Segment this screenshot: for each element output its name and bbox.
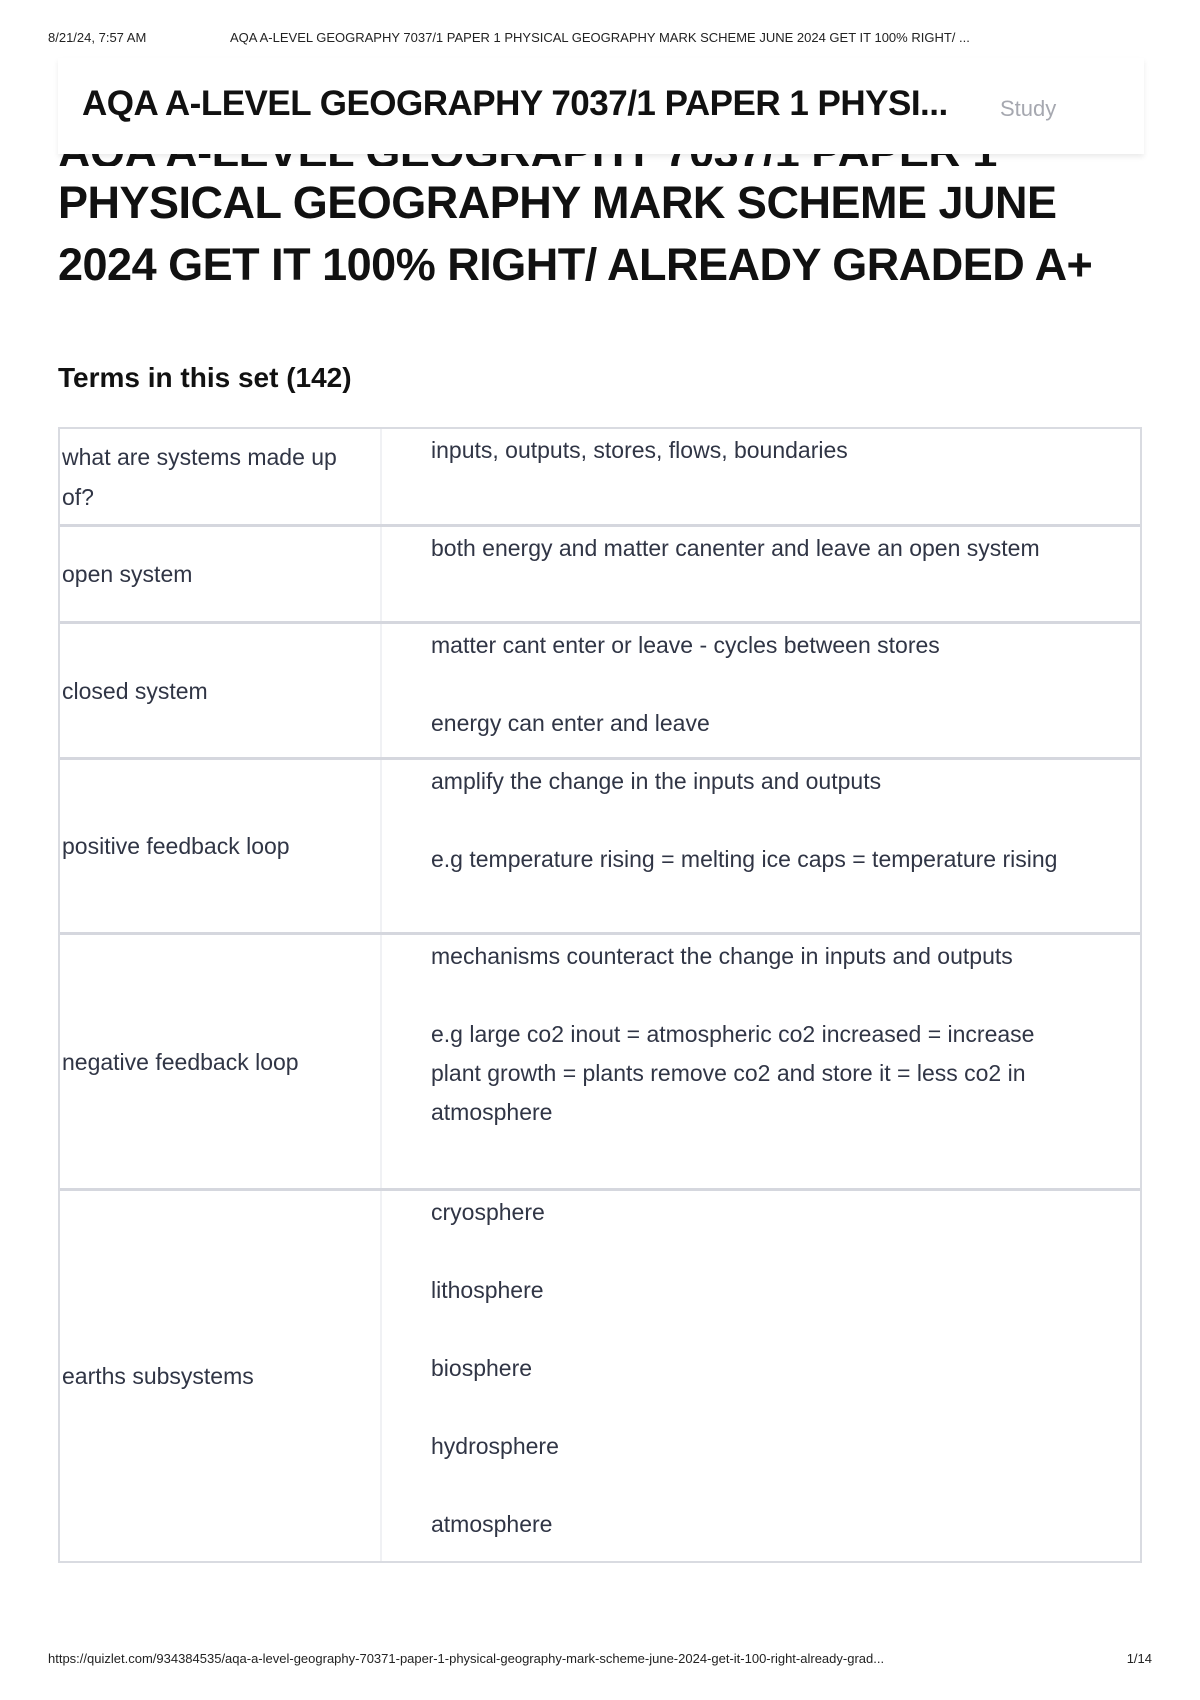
term-cell: what are systems made up of? <box>60 429 382 524</box>
sticky-header-bar <box>58 58 1144 154</box>
print-date: 8/21/24, 7:57 AM <box>48 30 147 45</box>
definition-line: lithosphere <box>431 1277 544 1303</box>
definition-line: e.g temperature rising = melting ice caps = temperature rising <box>431 846 1058 872</box>
term-cell: closed system <box>60 624 382 757</box>
table-row <box>60 1188 1140 1561</box>
definition-cell <box>382 624 1140 757</box>
definition-line: cryosphere <box>431 1199 545 1225</box>
sticky-set-title: AQA A-LEVEL GEOGRAPHY 7037/1 PAPER 1 PHYSI... <box>82 84 948 123</box>
terms-count-heading: Terms in this set (142) <box>58 362 352 393</box>
study-button[interactable]: Study <box>1000 96 1057 121</box>
definition-cell <box>382 935 1140 1188</box>
definition-line: matter cant enter or leave - cycles between stores <box>431 632 940 658</box>
definition-cell <box>382 429 1140 524</box>
page-title: PHYSICAL GEOGRAPHY MARK SCHEME JUNE 2024 GET IT 100% RIGHT/ ALREADY GRADED A+ <box>58 177 1093 290</box>
terms-table <box>58 427 1142 1563</box>
definition-cell <box>382 527 1140 621</box>
definition-line: e.g large co2 inout = atmospheric co2 increased = increase plant growth = plants remove co2 and store it = less co2 in atmosphere <box>431 1021 1035 1125</box>
definition-line: both energy and matter canenter and leave an open system <box>431 535 1040 561</box>
definition-line: mechanisms counteract the change in inputs and outputs <box>431 943 1013 969</box>
definition-line: inputs, outputs, stores, flows, boundaries <box>431 437 848 463</box>
definition-line: biosphere <box>431 1355 533 1381</box>
table-row <box>60 932 1140 1188</box>
definition-cell <box>382 760 1140 932</box>
term-cell: earths subsystems <box>60 1191 382 1561</box>
print-url: https://quizlet.com/934384535/aqa-a-level-geography-70371-paper-1-physical-geography-mark-scheme-june-2024-get-it-100-right-already-grad... <box>48 1651 885 1666</box>
table-row <box>60 524 1140 621</box>
table-row <box>60 429 1140 524</box>
term-cell: negative feedback loop <box>60 935 382 1188</box>
definition-cell <box>382 1191 1140 1561</box>
definition-line: atmosphere <box>431 1511 553 1537</box>
print-document-title: AQA A-LEVEL GEOGRAPHY 7037/1 PAPER 1 PHYSICAL GEOGRAPHY MARK SCHEME JUNE 2024 GET IT 100% RIGHT/ ... <box>230 30 970 45</box>
term-cell: positive feedback loop <box>60 760 382 932</box>
definition-line: hydrosphere <box>431 1433 559 1459</box>
page-indicator: 1/14 <box>1126 1651 1152 1666</box>
table-row <box>60 757 1140 932</box>
definition-line: energy can enter and leave <box>431 710 710 736</box>
term-cell: open system <box>60 527 382 621</box>
definition-line: amplify the change in the inputs and outputs <box>431 768 882 794</box>
table-row <box>60 621 1140 757</box>
